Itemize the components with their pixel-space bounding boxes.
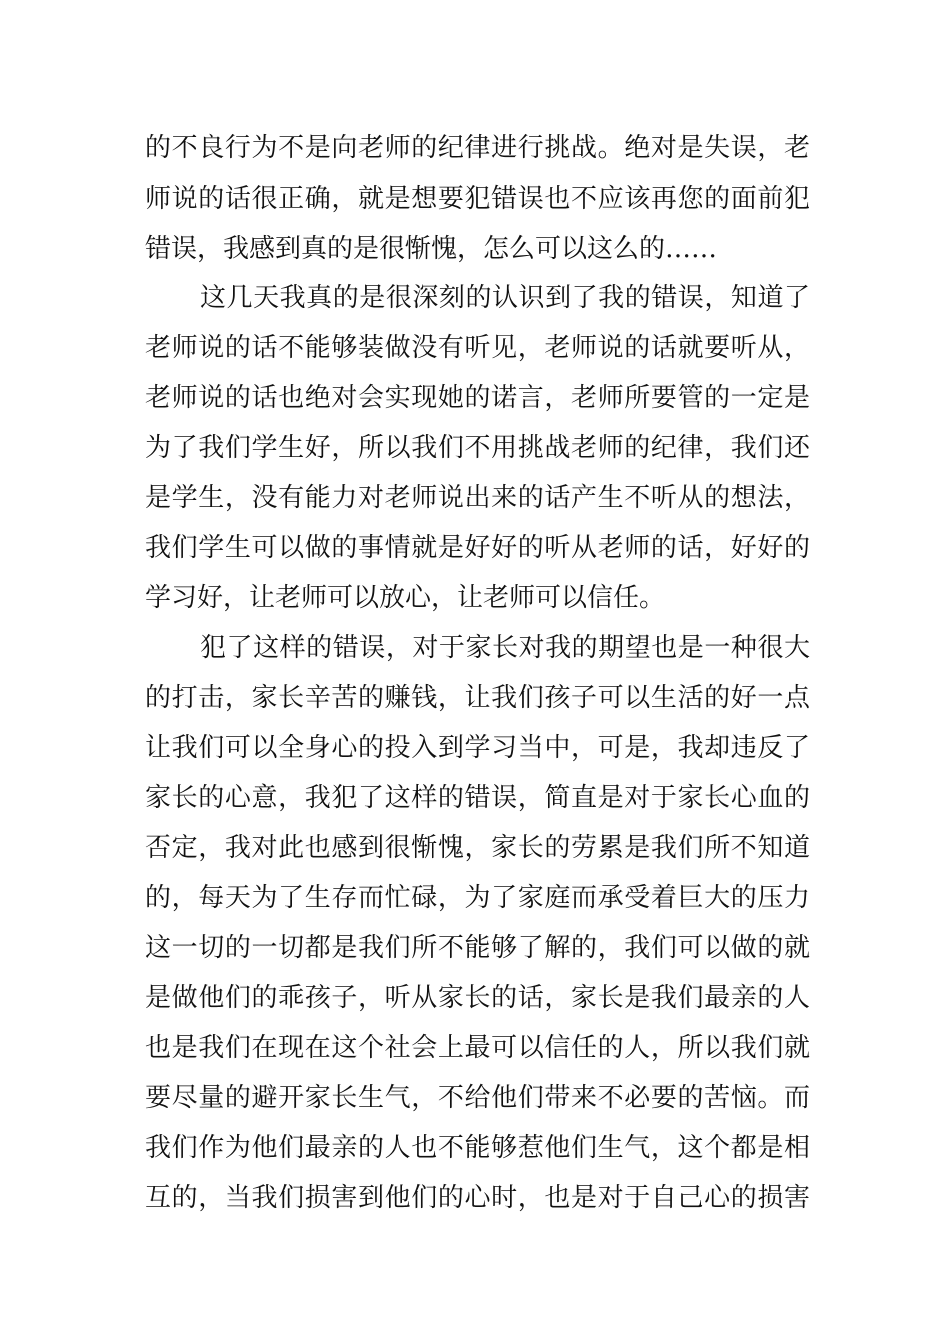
- text-line: 让我们可以全身心的投入到学习当中，可是，我却违反了: [145, 733, 810, 763]
- text-line: 互的，当我们损害到他们的心时，也是对于自己心的损害: [145, 1183, 810, 1213]
- paragraph-first-line: 犯了这样的错误，对于家长对我的期望也是一种很大: [200, 633, 810, 663]
- text-line: 师说的话很正确，就是想要犯错误也不应该再您的面前犯: [145, 184, 810, 214]
- text-line: 是做他们的乖孩子，听从家长的话，家长是我们最亲的人: [145, 983, 810, 1013]
- text-line: 的，每天为了生存而忙碌，为了家庭而承受着巨大的压力: [145, 883, 810, 913]
- text-line: 老师说的话也绝对会实现她的诺言，老师所要管的一定是: [145, 383, 810, 413]
- paragraph-first-line: 这几天我真的是很深刻的认识到了我的错误，知道了: [200, 283, 810, 313]
- text-line: 学习好，让老师可以放心，让老师可以信任。: [145, 583, 666, 613]
- text-line: 老师说的话不能够装做没有听见，老师说的话就要听从，: [145, 333, 810, 363]
- text-line: 我们学生可以做的事情就是好好的听从老师的话，好好的: [145, 533, 810, 563]
- text-line: 也是我们在现在这个社会上最可以信任的人，所以我们就: [145, 1033, 810, 1063]
- text-line: 的不良行为不是向老师的纪律进行挑战。绝对是失误，老: [145, 133, 810, 163]
- text-line: 的打击，家长辛苦的赚钱，让我们孩子可以生活的好一点: [145, 683, 810, 713]
- text-line: 我们作为他们最亲的人也不能够惹他们生气，这个都是相: [145, 1133, 810, 1163]
- text-line: 为了我们学生好，所以我们不用挑战老师的纪律，我们还: [145, 433, 810, 463]
- text-line: 要尽量的避开家长生气，不给他们带来不必要的苦恼。而: [145, 1083, 810, 1113]
- text-line: 错误，我感到真的是很惭愧，怎么可以这么的……: [145, 234, 718, 264]
- text-line: 家长的心意，我犯了这样的错误，简直是对于家长心血的: [145, 783, 810, 813]
- text-line: 否定，我对此也感到很惭愧，家长的劳累是我们所不知道: [145, 833, 810, 863]
- text-line: 这一切的一切都是我们所不能够了解的，我们可以做的就: [145, 933, 810, 963]
- text-line: 是学生，没有能力对老师说出来的话产生不听从的想法，: [145, 483, 810, 513]
